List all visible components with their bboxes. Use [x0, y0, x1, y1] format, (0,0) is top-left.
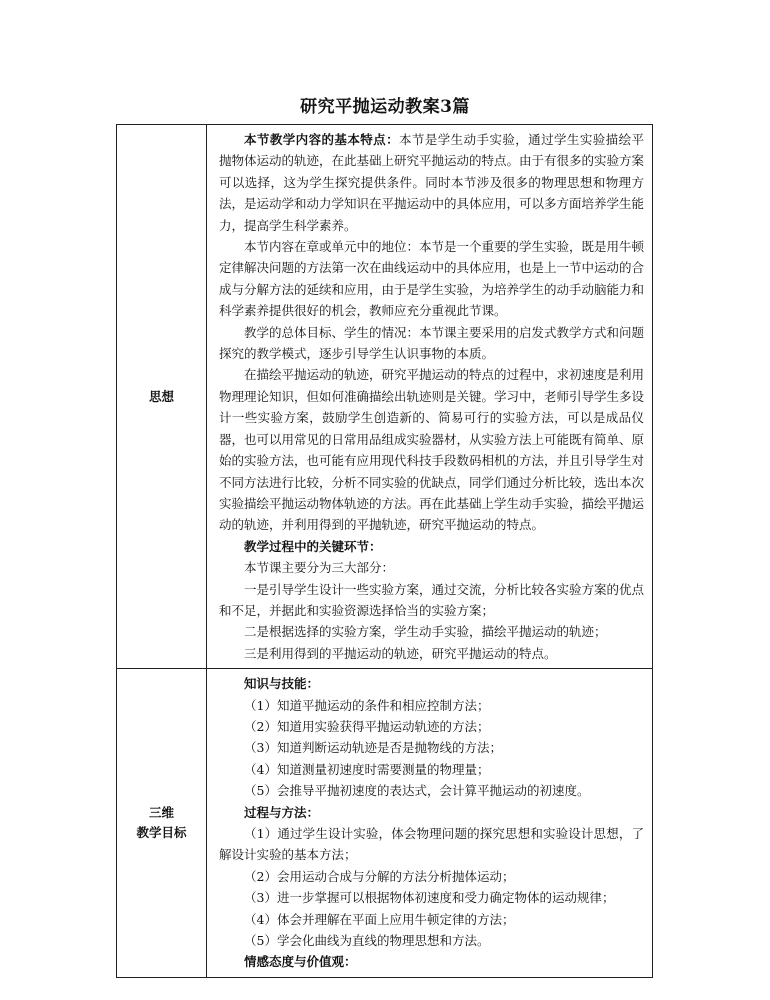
list-item: （5）学会化曲线为直线的物理思想和方法。: [244, 933, 490, 949]
paragraph: 在描绘平抛运动的轨迹，研究平抛运动的特点的过程中，求初速度是利用物理理论知识，但如何准确描绘出轨迹则是关键。学习中，老师引导学生多设计一些实验方案，鼓励学生创造新的、简易可行的实验方法，可以是成品仪器，也可以用常见的日常用品组成实验器材，从实验方法上可能既有简单、原始的实验方法，也可能有应用现代科技手段数码相机的方法，并且引导学生对不同方法进行比较，分析不同实验的优缺点，同学们通过分析比较，选出本次实验描绘平抛运动物体轨迹的方法。再在此基础上学生动手实验，描绘平抛运动的轨迹，并利用得到的平抛轨迹，研究平抛运动的特点。: [219, 367, 645, 533]
list-item: （3）知道判断运动轨迹是否是抛物线的方法；: [244, 740, 502, 756]
row-label-line: 三维: [148, 805, 174, 820]
table-row-thought: [117, 125, 653, 669]
list-item: （5）会推导平抛初速度的表达式，会计算平抛运动的初速度。: [244, 783, 590, 799]
table-row-objectives: [117, 669, 653, 978]
list-item: （1）知道平抛运动的条件和相应控制方法；: [244, 697, 490, 713]
paragraph: 二是根据选择的实验方案，学生动手实验，描绘平抛运动的轨迹；: [244, 624, 607, 640]
row-label-thought: 思想: [117, 125, 207, 669]
paragraph: 一是引导学生设计一些实验方案，通过交流，分析比较各实验方案的优点和不足，并据此和实验资源选择恰当的实验方案；: [219, 581, 645, 618]
paragraph-lead: 本节教学内容的基本特点：: [244, 132, 399, 147]
document-title: 研究平抛运动教案3篇: [300, 97, 470, 117]
objectives-content: [207, 669, 653, 978]
list-item: （2）知道用实验获得平抛运动轨迹的方法；: [244, 718, 490, 734]
lesson-plan-table: [116, 124, 653, 978]
paragraph: [219, 129, 644, 236]
paragraph-heading: 教学过程中的关键环节：: [244, 538, 382, 554]
list-item: （3）进一步掌握可以根据物体初速度和受力确定物体的运动规律；: [244, 890, 615, 906]
paragraph: 本节内容在章或单元中的地位：本节是一个重要的学生实验，既是用牛顿定律解决问题的方法第一次在曲线运动中的具体应用，也是上一节中运动的合成与分解方法的延续和应用，由于是学生实验，为培养学生的动手动脑能力和科学素养提供很好的机会，教师应充分重视此节课。: [219, 239, 645, 319]
list-item: （4）体会并理解在平面上应用牛顿定律的方法；: [244, 911, 515, 927]
paragraph: 本节课主要分为三大部分：: [244, 560, 395, 576]
row-label-line: 教学目标: [136, 825, 187, 840]
paragraph: 教学的总体目标、学生的情况：本节课主要采用的启发式教学方式和问题探究的教学模式，逐步引导学生认识事物的本质。: [219, 324, 645, 362]
list-item: （4）知道测量初速度时需要测量的物理量；: [244, 761, 490, 777]
thought-content: [207, 125, 653, 669]
list-item: （1）通过学生设计实验，体会物理问题的探究思想和实验设计思想，了解设计实验的基本方法；: [219, 826, 644, 863]
paragraph: 三是利用得到的平抛运动的轨迹，研究平抛运动的特点。: [244, 645, 557, 661]
section-heading: 知识与技能：: [244, 676, 320, 692]
section-heading: 过程与方法：: [244, 804, 320, 820]
section-heading: 情感态度与价值观：: [244, 954, 357, 970]
row-label-objectives: [117, 669, 207, 978]
list-item: （2）会用运动合成与分解的方法分析抛体运动；: [244, 868, 515, 884]
paragraph-text: 本节是学生动手实验，通过学生实验描绘平抛物体运动的轨迹，在此基础上研究平抛运动的特点。由于有很多的实验方案可以选择，这为学生探究提供条件。同时本节涉及很多的物理思想和物理方法，是运动学和动力学知识在平抛运动中的具体应用，可以多方面培养学生能力，提高学生科学素养。: [219, 132, 645, 233]
